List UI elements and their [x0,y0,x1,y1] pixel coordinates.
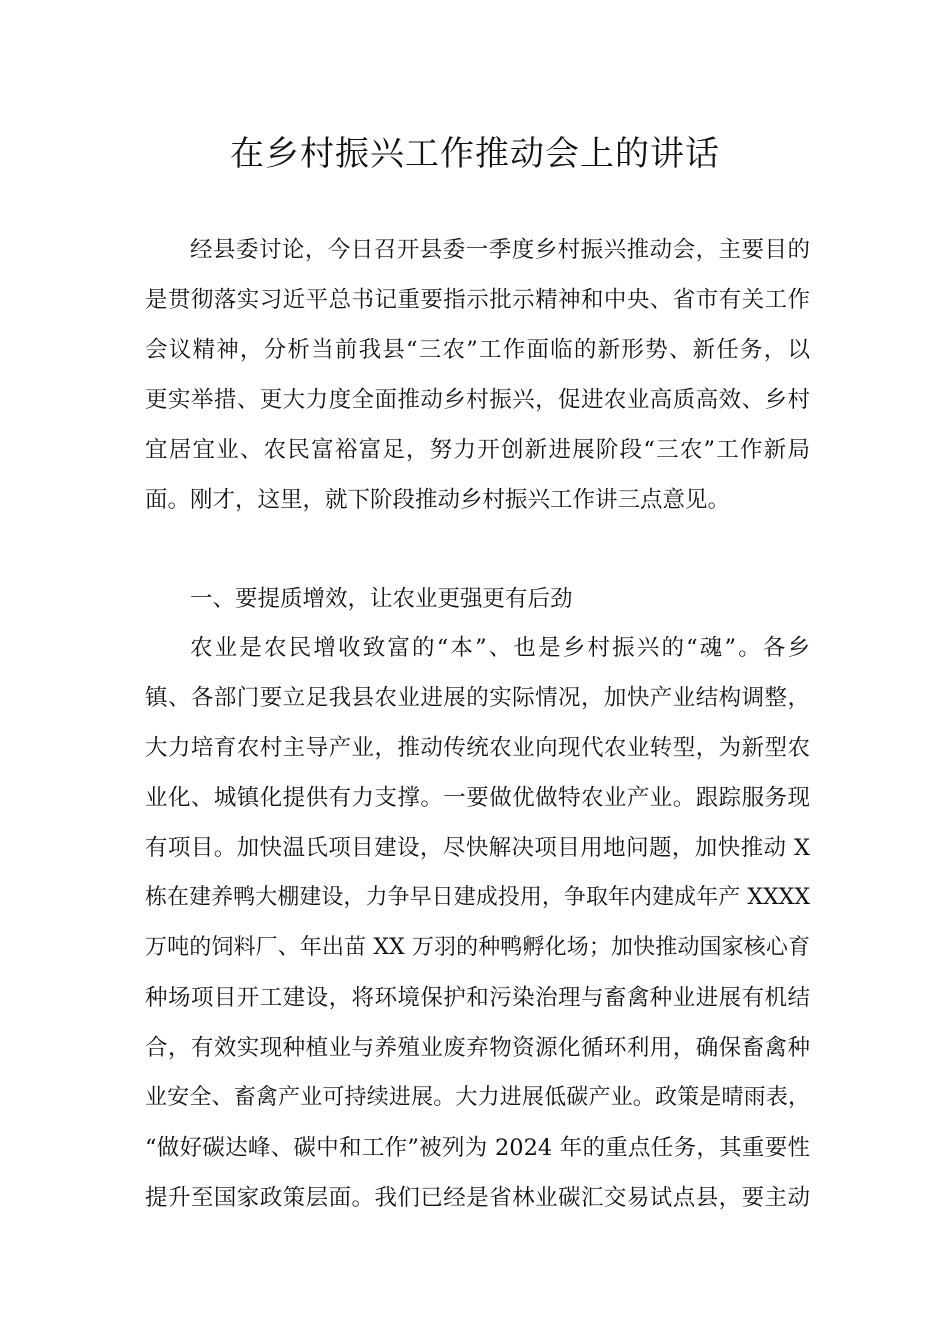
body-line: 万吨的饲料厂、年出苗 XX 万羽的种鸭孵化场；加快推动国家核心育 [145,935,810,960]
body-line: 提升至国家政策层面。我们已经是省林业碳汇交易试点县，要主动 [145,1185,810,1211]
body-line: 业安全、畜禽产业可持续进展。大力进展低碳产业。政策是晴雨表， [145,1085,810,1110]
body-line: 农业是农民增收致富的“本”、也是乡村振兴的“魂”。各乡 [190,635,810,661]
body-line: “做好碳达峰、碳中和工作”被列为 2024 年的重点任务，其重要性 [145,1135,810,1161]
body-line: 经县委讨论，今日召开县委一季度乡村振兴推动会，主要目的 [190,237,810,263]
body-line: 会议精神，分析当前我县“三农”工作面临的新形势、新任务，以 [145,337,810,363]
body-line: 宜居宜业、农民富裕富足，努力开创新进展阶段“三农”工作新局 [145,437,810,463]
body-line: 业化、城镇化提供有力支撑。一要做优做特农业产业。跟踪服务现 [145,785,810,811]
body-line: 面。刚才，这里，就下阶段推动乡村振兴工作讲三点意见。 [145,487,731,513]
body-line: 栋在建养鸭大棚建设，力争早日建成投用，争取年内建成年产 XXXX [145,885,810,910]
body-line: 合，有效实现种植业与养殖业废弃物资源化循环利用，确保畜禽种 [145,1035,810,1061]
page-title: 在乡村振兴工作推动会上的讲话 [230,134,720,174]
body-line: 是贯彻落实习近平总书记重要指示批示精神和中央、省市有关工作 [145,287,810,313]
body-line: 更实举措、更大力度全面推动乡村振兴，促进农业高质高效、乡村 [145,387,810,413]
body-line: 大力培育农村主导产业，推动传统农业向现代农业转型，为新型农 [145,735,810,761]
body-line: 种场项目开工建设，将环境保护和污染治理与畜禽种业进展有机结 [145,985,810,1011]
section-heading: 一、要提质增效，让农业更强更有后劲 [190,586,573,612]
body-line: 镇、各部门要立足我县农业进展的实际情况，加快产业结构调整， [145,685,810,711]
body-line: 有项目。加快温氏项目建设，尽快解决项目用地问题，加快推动 X [145,835,810,861]
